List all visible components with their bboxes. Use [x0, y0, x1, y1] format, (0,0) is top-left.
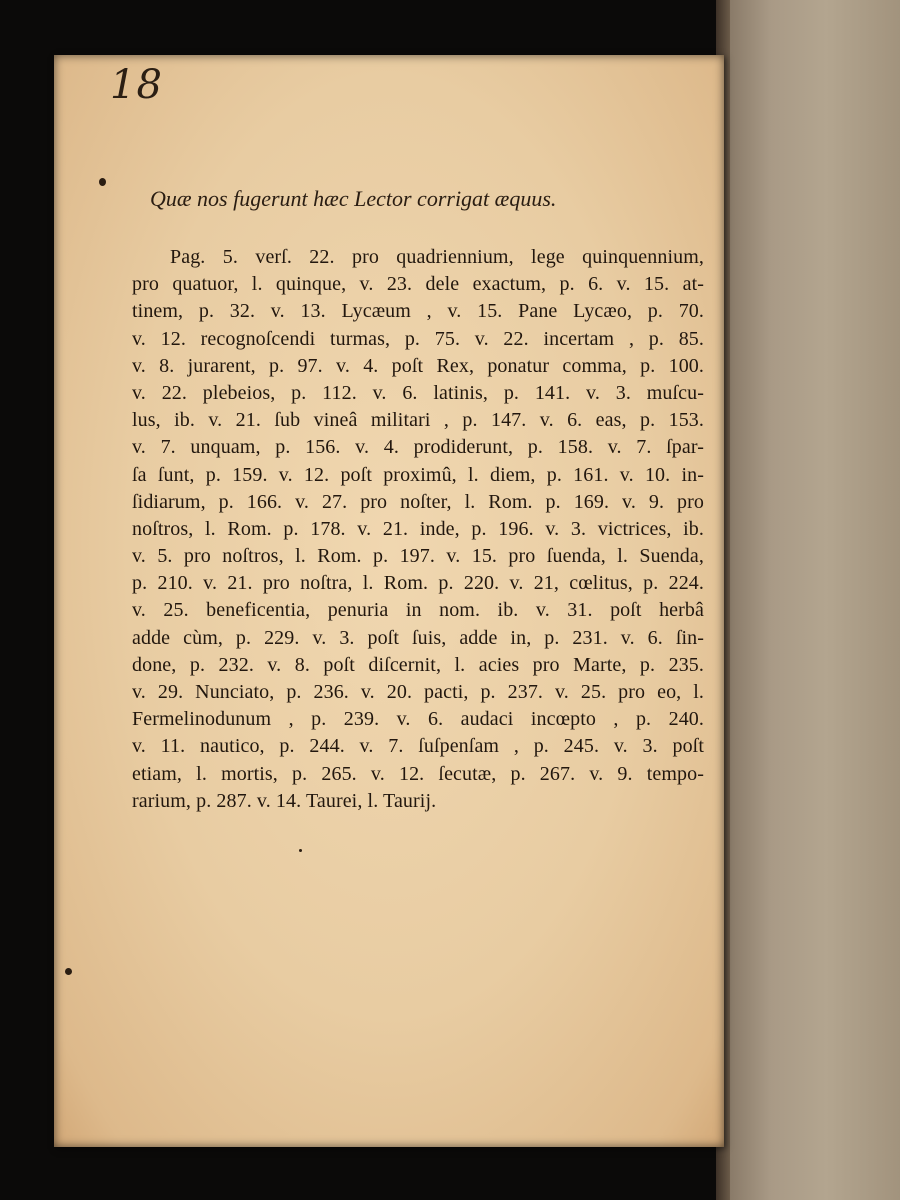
errata-line: noſtros, l. Rom. p. 178. v. 21. inde, p. 196. v. 3. victrices, ib. — [132, 517, 704, 540]
errata-line: Pag. 5. verſ. 22. pro quadriennium, lege quinquennium, — [170, 246, 704, 268]
errata-line: done, p. 232. v. 8. poſt diſcernit, l. acies pro Marte, p. 235. — [132, 653, 704, 676]
errata-line: Fermelinodunum , p. 239. v. 6. audaci incœpto , p. 240. — [132, 708, 704, 731]
errata-line: tinem, p. 32. v. 13. Lycæum , v. 15. Pane Lycæo, p. 70. — [132, 300, 704, 323]
errata-line: ſa ſunt, p. 159. v. 12. poſt proximû, l. diem, p. 161. v. 10. in- — [132, 463, 704, 486]
ink-speck — [99, 178, 106, 186]
errata-line: v. 8. jurarent, p. 97. v. 4. poſt Rex, ponatur comma, p. 100. — [132, 354, 704, 377]
ink-speck — [299, 849, 302, 852]
errata-line: v. 7. unquam, p. 156. v. 4. prodiderunt, p. 158. v. 7. ſpar- — [132, 436, 704, 459]
handwritten-page-number: 18 — [110, 62, 163, 108]
errata-line: v. 12. recognoſcendi turmas, p. 75. v. 22. incertam , p. 85. — [132, 327, 704, 350]
errata-line: rarium, p. 287. v. 14. Taurei, l. Taurij. — [132, 789, 437, 812]
book-cover-board — [716, 0, 900, 1200]
errata-line: v. 25. beneficentia, penuria in nom. ib. v. 31. poſt herbâ — [132, 599, 704, 622]
errata-line: v. 11. nautico, p. 244. v. 7. ſuſpenſam , p. 245. v. 3. poſt — [132, 735, 704, 758]
errata-line: pro quatuor, l. quinque, v. 23. dele exactum, p. 6. v. 15. at- — [132, 273, 704, 296]
errata-line: v. 29. Nunciato, p. 236. v. 20. pacti, p. 237. v. 25. pro eo, l. — [132, 681, 704, 703]
errata-heading: Quæ nos fugerunt hæc Lector corrigat æquus. — [150, 186, 557, 211]
errata-line: lus, ib. v. 21. ſub vineâ militari , p. 147. v. 6. eas, p. 153. — [132, 409, 704, 432]
errata-line: etiam, l. mortis, p. 265. v. 12. ſecutæ, p. 267. v. 9. tempo- — [132, 762, 704, 785]
errata-line: v. 5. pro noſtros, l. Rom. p. 197. v. 15. pro ſuenda, l. Suenda, — [132, 545, 704, 568]
errata-line: ſidiarum, p. 166. v. 27. pro noſter, l. Rom. p. 169. v. 9. pro — [132, 490, 704, 513]
ink-speck — [65, 968, 72, 975]
errata-line: p. 210. v. 21. pro noſtra, l. Rom. p. 220. v. 21, cœlitus, p. 224. — [132, 572, 704, 595]
errata-text — [132, 244, 704, 815]
errata-line: adde cùm, p. 229. v. 3. poſt ſuis, adde in, p. 231. v. 6. ſin- — [132, 626, 704, 649]
errata-line: v. 22. plebeios, p. 112. v. 6. latinis, p. 141. v. 3. muſcu- — [132, 381, 704, 404]
